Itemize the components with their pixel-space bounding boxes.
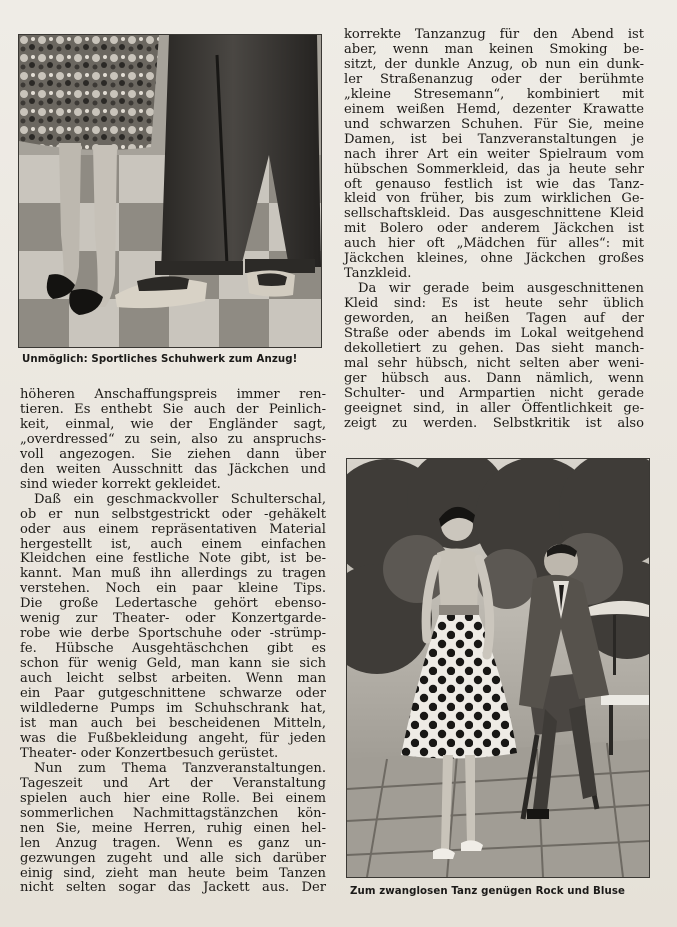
right-col-line: Kleid sind: Es ist heute sehr üblich (344, 296, 644, 312)
right-col-line: ler Straßenanzug oder der berühmte (344, 71, 644, 87)
text-column-left (20, 388, 326, 896)
left-col-line: auch leicht selbst arbeiten. Wenn man (20, 671, 326, 687)
photo-dance-couple-graphic (347, 459, 649, 877)
left-col-line: ein Paar gutgeschnittene schwarze oder (20, 686, 326, 702)
right-col-line: kleid von früher, bis zum wirklichen Ge- (344, 191, 644, 207)
photo-shoes-graphic (19, 35, 321, 347)
left-col-line: voll angezogen. Sie ziehen dann über (20, 446, 326, 462)
right-col-line: geworden, an heißen Tagen auf der (344, 311, 644, 327)
right-col-line: geeignet sind, in aller Öffentlichkeit ge- (344, 400, 644, 416)
left-col-line: oder aus einem repräsentativen Material (20, 521, 326, 537)
left-col-line: wildlederne Pumps im Schuhschrank hat, (20, 701, 326, 717)
text-column-right (344, 28, 644, 432)
left-col-line: höheren Anschaffungspreis immer ren- (20, 387, 326, 402)
left-col-line: wenig zur Theater- oder Konzertgarde- (20, 611, 326, 627)
left-col-line: nen Sie, meine Herren, ruhig einen hel- (20, 820, 326, 836)
left-col-line: schon für wenig Geld, man kann sie sich (20, 656, 326, 672)
left-col-line: Kleidchen eine festliche Note gibt, ist be- (20, 551, 326, 567)
right-col-line: oft genauso festlich ist wie das Tanz- (344, 176, 644, 192)
right-col-line: zeigt zu werden. Selbstkritik ist also (344, 415, 644, 431)
left-col-line: nicht selten sogar das Jackett aus. Der (20, 880, 326, 896)
photo-shoes-caption: Unmöglich: Sportliches Schuhwerk zum Anzug! (22, 354, 298, 365)
left-col-line: tieren. Es enthebt Sie auch der Peinlich- (20, 401, 326, 417)
left-col-line: keit, einmal, wie der Engländer sagt, (20, 416, 326, 432)
left-col-line: Tageszeit und Art der Veranstaltung (20, 775, 326, 791)
right-col-line: „kleine Stresemann“, kombiniert mit (344, 86, 644, 102)
left-col-line: ist man auch bei bescheidenen Mitteln, (20, 715, 326, 731)
right-col-line: Straße oder abends im Lokal weitgehend (344, 326, 644, 342)
photo-shoes (18, 34, 322, 348)
right-col-line: sellschaftskleid. Das ausgeschnittene Kleid (344, 206, 644, 222)
left-col-line: ob er nun selbstgestrickt oder -gehäkelt (20, 506, 326, 522)
left-col-line: hergestellt ist, auch einem einfachen (20, 536, 326, 552)
left-col-line: robe wie derbe Sportschuhe oder -strümp- (20, 626, 326, 642)
right-col-line: nach ihrer Art ein weiter Spielraum vom (344, 146, 644, 162)
right-col-line: hübschen Sommerkleid, das ja heute sehr (344, 161, 644, 177)
left-col-line: sind wieder korrekt gekleidet. (20, 476, 221, 492)
left-col-line: sommerlichen Nachmittagstänzchen kön- (20, 805, 326, 821)
photo-dance-couple-caption: Zum zwanglosen Tanz genügen Rock und Bluse (350, 886, 626, 897)
left-col-line: Daß ein geschmackvoller Schulterschal, (34, 491, 326, 507)
right-col-line: dekolletiert zu gehen. Das sieht manch- (344, 341, 644, 357)
left-col-line: „overdressed“ zu sein, also zu anspruchs- (20, 431, 326, 447)
right-col-line: Tanzkleid. (344, 266, 412, 282)
right-col-line: und schwarzen Schuhen. Für Sie, meine (344, 116, 644, 132)
left-col-line: den weiten Ausschnitt das Jäckchen und (20, 461, 326, 477)
left-col-line: einig sind, zieht man heute beim Tanzen (20, 865, 326, 881)
left-col-line: len Anzug tragen. Wenn es ganz un- (20, 835, 326, 851)
left-col-line: was die Fußbekleidung angeht, für jeden (20, 730, 326, 746)
left-col-line: Die große Ledertasche gehört ebenso- (20, 596, 326, 612)
left-col-line: gezwungen zugeht und alle sich darüber (20, 850, 326, 866)
left-col-line: fe. Hübsche Ausgehtäschchen gibt es (20, 641, 326, 657)
right-col-line: mit Bolero oder anderem Jäckchen ist (344, 221, 644, 237)
right-col-line: aber, wenn man keinen Smoking be- (344, 41, 644, 57)
left-col-line: spielen auch hier eine Rolle. Bei einem (20, 790, 326, 806)
right-col-line: auch hier oft „Mädchen für alles“: mit (344, 236, 644, 252)
right-col-line: Damen, ist bei Tanzveranstaltungen je (344, 131, 644, 147)
left-col-line: verstehen. Noch ein paar kleine Tips. (20, 581, 326, 597)
left-col-line: Theater- oder Konzertbesuch gerüstet. (20, 745, 279, 761)
photo-dance-couple (346, 458, 650, 878)
right-col-line: Jäckchen kleines, ohne Jäckchen großes (344, 251, 644, 267)
left-col-line: kannt. Man muß ihn allerdings zu tragen (20, 566, 326, 582)
right-col-line: mal sehr hübsch, nicht selten aber weni- (344, 355, 644, 371)
right-col-line: Schulter- und Armpartien nicht gerade (344, 385, 644, 401)
right-col-line: Da wir gerade beim ausgeschnittenen (358, 281, 644, 297)
left-col-line: Nun zum Thema Tanzveranstaltungen. (34, 760, 326, 776)
right-col-line: ger hübsch aus. Dann nämlich, wenn (344, 370, 644, 386)
right-col-line: sitzt, der dunkle Anzug, ob nun ein dunk- (344, 56, 644, 72)
right-col-line: korrekte Tanzanzug für den Abend ist (344, 27, 644, 42)
right-col-line: einem weißen Hemd, dezenter Krawatte (344, 101, 644, 117)
